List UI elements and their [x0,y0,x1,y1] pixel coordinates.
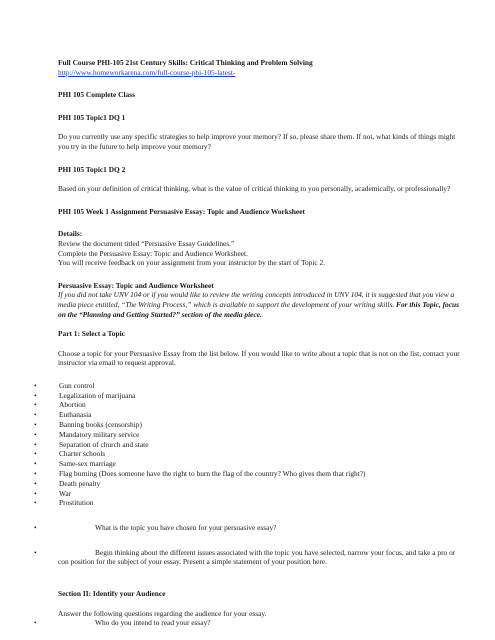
topic-item [34,449,460,459]
details-line: Complete the Persuasive Essay: Topic and Audience Worksheet. [58,248,248,258]
bullet-icon: • [34,498,37,508]
bullet-icon: • [34,420,37,430]
worksheet-heading: Persuasive Essay: Topic and Audience Worksheet [58,280,214,290]
topic-label: Separation of church and state [59,439,149,449]
topic-label: Charter schools [59,449,106,459]
list-item [34,523,460,533]
bullet-icon: • [34,380,37,390]
topic-item [34,469,460,479]
topic-item [34,459,460,469]
bullet-icon: • [34,618,37,628]
worksheet-note-bold: For this Topic, focus on the “Planning and Getting Started?” section of the media piece. [58,299,459,319]
bullet-icon: • [34,459,37,469]
topic-item [34,498,460,508]
bullet-icon: • [34,410,37,420]
week1-heading: PHI 105 Week 1 Assignment Persuasive Essay: Topic and Audience Worksheet [58,206,305,216]
topic-label: War [59,488,72,498]
bullet-icon: • [34,400,37,410]
part1-heading: Part 1: Select a Topic [58,329,125,339]
section2-text: Answer the following questions regarding the audience for your essay. [58,608,267,618]
list-item [34,618,460,628]
complete-class-heading: PHI 105 Complete Class [58,90,135,100]
topic-label: Prostitution [59,498,94,508]
topic-item [34,390,460,401]
topic-item [34,420,460,430]
topic-label: Flag burning (Does someone have the right to burn the flag of the country? Who gives them that right?) [59,469,366,479]
topic-item [34,400,460,410]
dq2-heading: PHI 105 Topic1 DQ 2 [58,164,126,174]
worksheet-note-italic: If you did not take UNV 104 or if you would like to review the writing concepts introduced in UNV 104, it is suggested that you view a media piece entitled, “The Writing Process,” which is available to support the development of your writing skills. [58,290,455,309]
topic-label: Euthanasia [59,410,92,420]
topic-label: Death penalty [59,478,101,488]
topic-list [34,380,460,508]
bullet-icon: • [34,439,37,449]
details-line: Review the document titled “Persuasive Essay Guidelines.” [58,238,235,248]
topic-label: Gun control [59,380,95,390]
topic-item [34,488,460,499]
course-link[interactable]: http://www.homeworkarena.com/full-course-phi-105-latest- [58,67,236,77]
bullet-icon: • [34,469,37,479]
topic-label: Mandatory military service [59,429,140,439]
topic-label: Same-sex marriage [59,459,116,469]
bullet-icon: • [34,449,37,459]
topic-item [34,429,460,440]
bullet-icon: • [34,488,37,498]
worksheet-note [58,290,460,319]
list-item [34,547,460,567]
details-line: You will receive feedback on your assignment from your instructor by the start of Topic 2. [58,258,326,268]
dq1-text: Do you currently use any specific strategies to help improve your memory? If so, please share them. If not, what kinds of things might you try in the future to help improve your memory? [58,132,456,151]
details-heading: Details: [58,229,83,239]
dq1-heading: PHI 105 Topic1 DQ 1 [58,112,126,122]
bullet-icon: • [34,523,37,533]
topic-item [34,478,460,489]
bullet-icon: • [34,478,37,488]
topic-item [34,439,460,450]
section2-heading: Section II: Identify your Audience [58,589,166,599]
document-body [34,58,460,628]
topic-label: Legalization of marijuana [59,390,136,400]
part1-text: Choose a topic for your Persuasive Essay from the list below. If you would like to write about a topic that is not on the list, contact your instructor via email to request approval. [58,348,460,368]
topic-item [34,380,460,391]
question-audience: Who do you intend to read your essay? [95,618,211,628]
dq2-text: Based on your definition of critical thinking, what is the value of critical thinking to you personally, academically, or professionally? [58,184,451,194]
topic-item [34,410,460,420]
bullet-icon: • [34,429,37,439]
bullet-icon: • [34,390,37,400]
topic-label: Banning books (censorship) [59,420,142,430]
question-issues: Begin thinking about the different issues associated with the topic you have selected, narrow your focus, and take a pro or con position for the subject of your essay. Present a simple statement of your position here. [58,547,456,567]
question-topic: What is the topic you have chosen for your persuasive essay? [95,523,277,533]
course-title: Full Course PHI-105 21st Century Skills: Critical Thinking and Problem Solving [58,58,313,67]
topic-label: Abortion [59,400,86,410]
bullet-icon: • [34,547,37,557]
